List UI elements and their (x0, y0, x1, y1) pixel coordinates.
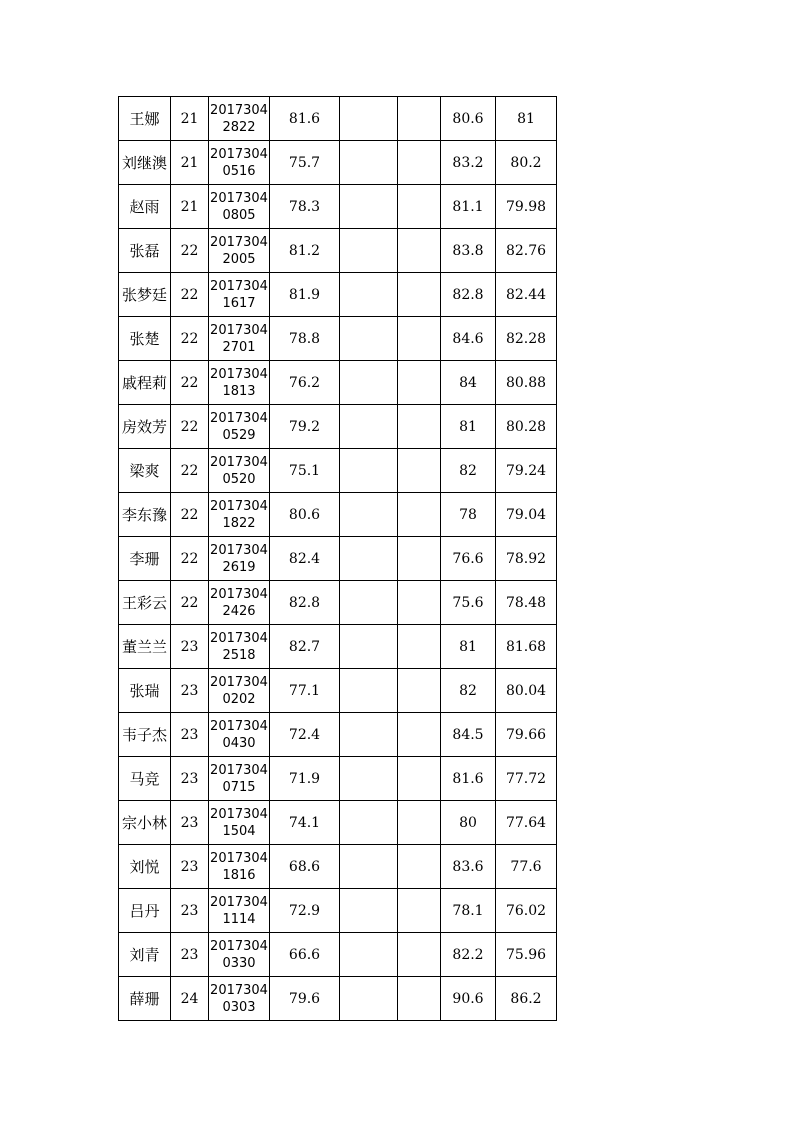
name-cell: 梁爽 (119, 449, 171, 493)
score-b-cell: 81 (441, 405, 496, 449)
score-a-cell: 74.1 (270, 801, 340, 845)
student-id-suffix: 2822 (222, 119, 256, 135)
blank-cell-6 (398, 669, 441, 713)
blank-cell-6 (398, 713, 441, 757)
student-id-cell (209, 977, 270, 1021)
name-cell: 戚程莉 (119, 361, 171, 405)
group-cell: 24 (171, 977, 209, 1021)
total-score-cell: 78.92 (496, 537, 557, 581)
student-id-cell (209, 669, 270, 713)
name-cell: 董兰兰 (119, 625, 171, 669)
blank-cell-5 (340, 757, 398, 801)
total-score-cell: 81.68 (496, 625, 557, 669)
student-id-cell (209, 889, 270, 933)
total-score-cell: 78.48 (496, 581, 557, 625)
blank-cell-5 (340, 625, 398, 669)
group-cell: 21 (171, 185, 209, 229)
total-score-cell: 82.76 (496, 229, 557, 273)
student-id-cell (209, 581, 270, 625)
blank-cell-5 (340, 537, 398, 581)
table-row (119, 229, 557, 273)
student-id-suffix: 1822 (222, 515, 256, 531)
student-id-cell (209, 229, 270, 273)
student-id-prefix: 2017304 (210, 234, 268, 250)
student-id-suffix: 1816 (222, 867, 256, 883)
name-cell: 王彩云 (119, 581, 171, 625)
blank-cell-5 (340, 977, 398, 1021)
student-id-prefix: 2017304 (210, 322, 268, 338)
group-cell: 23 (171, 845, 209, 889)
group-cell: 22 (171, 405, 209, 449)
table-row (119, 801, 557, 845)
score-a-cell: 77.1 (270, 669, 340, 713)
student-id-suffix: 0516 (222, 163, 256, 179)
student-id-prefix: 2017304 (210, 278, 268, 294)
student-id-suffix: 0430 (222, 735, 256, 751)
student-id-cell (209, 625, 270, 669)
student-id-cell (209, 405, 270, 449)
name-cell: 刘青 (119, 933, 171, 977)
score-a-cell: 82.4 (270, 537, 340, 581)
group-cell: 22 (171, 581, 209, 625)
group-cell: 22 (171, 361, 209, 405)
student-id-prefix: 2017304 (210, 850, 268, 866)
table-row (119, 405, 557, 449)
student-id-prefix: 2017304 (210, 718, 268, 734)
score-b-cell: 80 (441, 801, 496, 845)
score-b-cell: 81.1 (441, 185, 496, 229)
score-b-cell: 78 (441, 493, 496, 537)
table-row (119, 581, 557, 625)
score-b-cell: 81 (441, 625, 496, 669)
score-b-cell: 84 (441, 361, 496, 405)
score-a-cell: 81.6 (270, 97, 340, 141)
name-cell: 刘继澳 (119, 141, 171, 185)
student-id-prefix: 2017304 (210, 630, 268, 646)
score-a-cell: 72.9 (270, 889, 340, 933)
student-id-cell (209, 449, 270, 493)
student-id-prefix: 2017304 (210, 366, 268, 382)
blank-cell-6 (398, 625, 441, 669)
student-id-cell (209, 361, 270, 405)
blank-cell-5 (340, 229, 398, 273)
student-id-suffix: 0330 (222, 955, 256, 971)
total-score-cell: 80.88 (496, 361, 557, 405)
name-cell: 张梦廷 (119, 273, 171, 317)
total-score-cell: 81 (496, 97, 557, 141)
blank-cell-6 (398, 317, 441, 361)
table-row (119, 97, 557, 141)
total-score-cell: 86.2 (496, 977, 557, 1021)
score-a-cell: 80.6 (270, 493, 340, 537)
total-score-cell: 80.04 (496, 669, 557, 713)
student-id-suffix: 2426 (222, 603, 256, 619)
score-a-cell: 75.7 (270, 141, 340, 185)
blank-cell-6 (398, 801, 441, 845)
group-cell: 21 (171, 141, 209, 185)
total-score-cell: 80.2 (496, 141, 557, 185)
student-id-cell (209, 537, 270, 581)
table-row (119, 933, 557, 977)
table-row (119, 493, 557, 537)
score-a-cell: 82.7 (270, 625, 340, 669)
group-cell: 22 (171, 537, 209, 581)
name-cell: 李东豫 (119, 493, 171, 537)
total-score-cell: 76.02 (496, 889, 557, 933)
score-a-cell: 76.2 (270, 361, 340, 405)
score-a-cell: 72.4 (270, 713, 340, 757)
student-id-suffix: 2619 (222, 559, 256, 575)
score-b-cell: 90.6 (441, 977, 496, 1021)
name-cell: 宗小林 (119, 801, 171, 845)
student-id-suffix: 1504 (222, 823, 256, 839)
blank-cell-5 (340, 449, 398, 493)
blank-cell-5 (340, 669, 398, 713)
student-id-prefix: 2017304 (210, 762, 268, 778)
table-row (119, 889, 557, 933)
student-id-cell (209, 801, 270, 845)
student-id-suffix: 1617 (222, 295, 256, 311)
student-id-prefix: 2017304 (210, 146, 268, 162)
blank-cell-6 (398, 889, 441, 933)
blank-cell-6 (398, 977, 441, 1021)
blank-cell-6 (398, 449, 441, 493)
student-id-cell (209, 757, 270, 801)
score-a-cell: 78.3 (270, 185, 340, 229)
student-id-suffix: 1114 (222, 911, 256, 927)
name-cell: 刘悦 (119, 845, 171, 889)
blank-cell-6 (398, 361, 441, 405)
score-b-cell: 82 (441, 669, 496, 713)
blank-cell-6 (398, 537, 441, 581)
table-row (119, 273, 557, 317)
student-id-suffix: 0202 (222, 691, 256, 707)
score-b-cell: 78.1 (441, 889, 496, 933)
student-id-cell (209, 141, 270, 185)
student-id-prefix: 2017304 (210, 586, 268, 602)
total-score-cell: 77.72 (496, 757, 557, 801)
blank-cell-5 (340, 273, 398, 317)
total-score-cell: 77.64 (496, 801, 557, 845)
name-cell: 张磊 (119, 229, 171, 273)
score-b-cell: 81.6 (441, 757, 496, 801)
table-body (119, 97, 557, 1021)
blank-cell-6 (398, 933, 441, 977)
total-score-cell: 79.04 (496, 493, 557, 537)
score-a-cell: 79.2 (270, 405, 340, 449)
blank-cell-6 (398, 185, 441, 229)
name-cell: 马竞 (119, 757, 171, 801)
group-cell: 22 (171, 273, 209, 317)
blank-cell-6 (398, 493, 441, 537)
group-cell: 23 (171, 713, 209, 757)
table-row (119, 317, 557, 361)
blank-cell-6 (398, 845, 441, 889)
table-row (119, 185, 557, 229)
student-id-suffix: 0520 (222, 471, 256, 487)
student-id-suffix: 0529 (222, 427, 256, 443)
name-cell: 赵雨 (119, 185, 171, 229)
table-row (119, 757, 557, 801)
score-b-cell: 75.6 (441, 581, 496, 625)
table-row (119, 141, 557, 185)
blank-cell-5 (340, 493, 398, 537)
name-cell: 薛珊 (119, 977, 171, 1021)
name-cell: 韦子杰 (119, 713, 171, 757)
name-cell: 吕丹 (119, 889, 171, 933)
score-b-cell: 83.6 (441, 845, 496, 889)
student-id-suffix: 0805 (222, 207, 256, 223)
score-b-cell: 82.2 (441, 933, 496, 977)
group-cell: 23 (171, 669, 209, 713)
total-score-cell: 79.66 (496, 713, 557, 757)
blank-cell-5 (340, 845, 398, 889)
score-a-cell: 66.6 (270, 933, 340, 977)
group-cell: 23 (171, 757, 209, 801)
blank-cell-5 (340, 801, 398, 845)
score-b-cell: 83.8 (441, 229, 496, 273)
total-score-cell: 79.24 (496, 449, 557, 493)
score-a-cell: 81.9 (270, 273, 340, 317)
student-id-cell (209, 845, 270, 889)
blank-cell-5 (340, 141, 398, 185)
blank-cell-5 (340, 581, 398, 625)
group-cell: 23 (171, 625, 209, 669)
score-b-cell: 82.8 (441, 273, 496, 317)
table-row (119, 361, 557, 405)
student-id-cell (209, 933, 270, 977)
student-id-cell (209, 185, 270, 229)
total-score-cell: 82.28 (496, 317, 557, 361)
group-cell: 22 (171, 449, 209, 493)
blank-cell-5 (340, 361, 398, 405)
score-a-cell: 81.2 (270, 229, 340, 273)
student-id-cell (209, 713, 270, 757)
student-id-cell (209, 493, 270, 537)
group-cell: 22 (171, 229, 209, 273)
table-row (119, 713, 557, 757)
score-a-cell: 75.1 (270, 449, 340, 493)
table-row (119, 625, 557, 669)
blank-cell-6 (398, 405, 441, 449)
score-a-cell: 68.6 (270, 845, 340, 889)
blank-cell-6 (398, 581, 441, 625)
student-id-prefix: 2017304 (210, 674, 268, 690)
blank-cell-6 (398, 97, 441, 141)
student-id-suffix: 2518 (222, 647, 256, 663)
total-score-cell: 77.6 (496, 845, 557, 889)
group-cell: 23 (171, 933, 209, 977)
name-cell: 王娜 (119, 97, 171, 141)
student-id-prefix: 2017304 (210, 498, 268, 514)
score-a-cell: 82.8 (270, 581, 340, 625)
table-row (119, 537, 557, 581)
student-id-suffix: 0715 (222, 779, 256, 795)
score-a-cell: 71.9 (270, 757, 340, 801)
student-id-suffix: 1813 (222, 383, 256, 399)
student-id-prefix: 2017304 (210, 806, 268, 822)
blank-cell-6 (398, 141, 441, 185)
student-id-prefix: 2017304 (210, 542, 268, 558)
name-cell: 张瑞 (119, 669, 171, 713)
table-row (119, 845, 557, 889)
student-id-prefix: 2017304 (210, 938, 268, 954)
table-row (119, 449, 557, 493)
blank-cell-5 (340, 97, 398, 141)
student-id-suffix: 0303 (222, 999, 256, 1015)
blank-cell-6 (398, 229, 441, 273)
student-id-prefix: 2017304 (210, 894, 268, 910)
table-row (119, 669, 557, 713)
blank-cell-5 (340, 713, 398, 757)
group-cell: 22 (171, 493, 209, 537)
blank-cell-6 (398, 273, 441, 317)
total-score-cell: 79.98 (496, 185, 557, 229)
table-row (119, 977, 557, 1021)
blank-cell-5 (340, 933, 398, 977)
student-id-prefix: 2017304 (210, 982, 268, 998)
name-cell: 房效芳 (119, 405, 171, 449)
total-score-cell: 80.28 (496, 405, 557, 449)
blank-cell-5 (340, 317, 398, 361)
student-id-prefix: 2017304 (210, 410, 268, 426)
blank-cell-5 (340, 889, 398, 933)
student-id-suffix: 2701 (222, 339, 256, 355)
name-cell: 李珊 (119, 537, 171, 581)
student-id-suffix: 2005 (222, 251, 256, 267)
score-table (118, 96, 557, 1021)
score-a-cell: 78.8 (270, 317, 340, 361)
score-b-cell: 76.6 (441, 537, 496, 581)
student-id-cell (209, 317, 270, 361)
blank-cell-5 (340, 185, 398, 229)
blank-cell-6 (398, 757, 441, 801)
score-b-cell: 80.6 (441, 97, 496, 141)
total-score-cell: 75.96 (496, 933, 557, 977)
group-cell: 23 (171, 889, 209, 933)
student-id-prefix: 2017304 (210, 102, 268, 118)
score-b-cell: 84.5 (441, 713, 496, 757)
score-b-cell: 82 (441, 449, 496, 493)
group-cell: 21 (171, 97, 209, 141)
blank-cell-5 (340, 405, 398, 449)
score-b-cell: 83.2 (441, 141, 496, 185)
score-a-cell: 79.6 (270, 977, 340, 1021)
name-cell: 张楚 (119, 317, 171, 361)
student-id-cell (209, 273, 270, 317)
group-cell: 22 (171, 317, 209, 361)
score-b-cell: 84.6 (441, 317, 496, 361)
student-id-cell (209, 97, 270, 141)
group-cell: 23 (171, 801, 209, 845)
student-id-prefix: 2017304 (210, 190, 268, 206)
student-id-prefix: 2017304 (210, 454, 268, 470)
total-score-cell: 82.44 (496, 273, 557, 317)
